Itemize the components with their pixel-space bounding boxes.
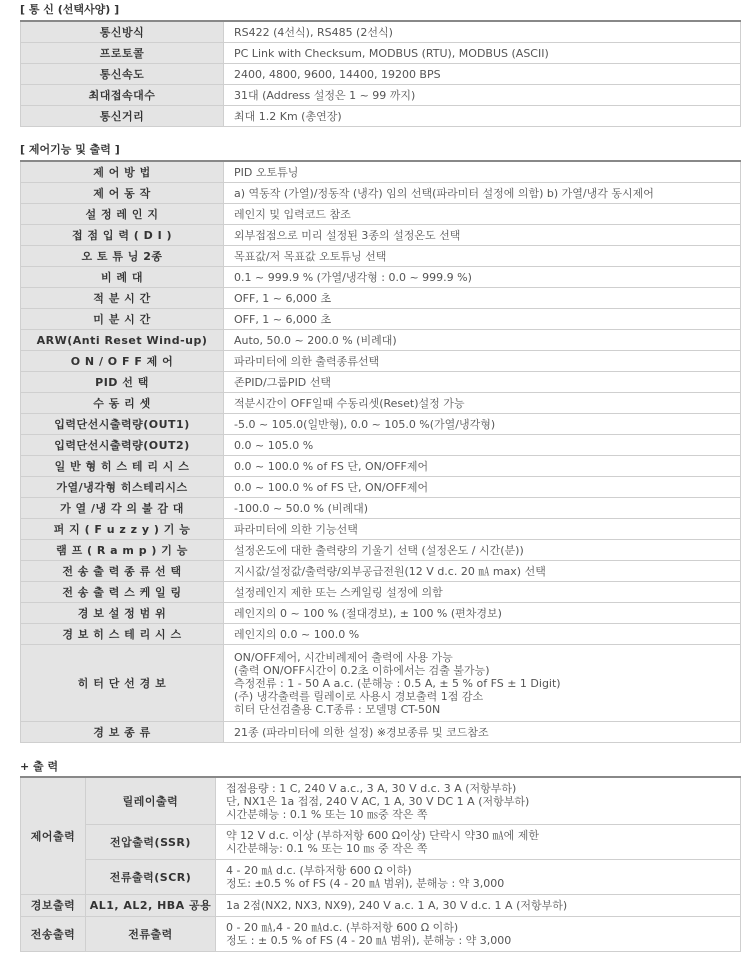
spec-label: 경 보 설 정 범 위 <box>21 603 224 624</box>
table-row <box>21 414 741 435</box>
table-row <box>21 777 741 825</box>
table-row <box>21 106 741 127</box>
spec-label: PID 선 택 <box>21 372 224 393</box>
table-row <box>21 21 741 43</box>
spec-label: 가열/냉각형 히스테리시스 <box>21 477 224 498</box>
spec-value: 파라미터에 의한 출력종류선택 <box>224 351 741 372</box>
spec-value: RS422 (4선식), RS485 (2선식) <box>224 21 741 43</box>
spec-label: 제 어 방 법 <box>21 161 224 183</box>
spec-value: 설정레인지 제한 또는 스케일링 설정에 의함 <box>224 582 741 603</box>
spec-value: OFF, 1 ~ 6,000 초 <box>224 309 741 330</box>
spec-label: 최대접속대수 <box>21 85 224 106</box>
spec-label: 미 분 시 간 <box>21 309 224 330</box>
table-row <box>21 435 741 456</box>
spec-label: 일 반 형 히 스 테 리 시 스 <box>21 456 224 477</box>
spec-label: 비 례 대 <box>21 267 224 288</box>
spec-label: 램 프 ( R a m p ) 기 능 <box>21 540 224 561</box>
table-row <box>21 519 741 540</box>
heater-break-alarm-label: 히 터 단 선 경 보 <box>21 645 224 722</box>
ssr-output-label: 전압출력(SSR) <box>86 825 216 860</box>
table-row <box>21 917 741 952</box>
spec-label: 접 점 입 력 ( D I ) <box>21 225 224 246</box>
alarm-output-value: 1a 2점(NX2, NX3, NX9), 240 V a.c. 1 A, 30 V d.c. 1 A (저항부하) <box>216 895 741 917</box>
alarm-type-label: 경 보 종 류 <box>21 722 224 743</box>
control-spec-table <box>20 160 741 743</box>
spec-label: 입력단선시출력량(OUT2) <box>21 435 224 456</box>
communication-section-title: [ 통 신 (선택사양) ] <box>20 3 120 16</box>
table-row <box>21 825 741 860</box>
table-row <box>21 330 741 351</box>
control-output-group-label: 제어출력 <box>21 777 86 895</box>
scr-output-value: 4 - 20 ㎃ d.c. (부하저항 600 Ω 이하) 정도: ±0.5 % of FS (4 - 20 ㎃ 범위), 분해능 : 약 3,000 <box>216 860 741 895</box>
spec-value: 2400, 4800, 9600, 14400, 19200 BPS <box>224 64 741 85</box>
spec-label: 적 분 시 간 <box>21 288 224 309</box>
table-row <box>21 267 741 288</box>
output-spec-table <box>20 776 741 952</box>
table-row <box>21 895 741 917</box>
spec-value: 레인지 및 입력코드 참조 <box>224 204 741 225</box>
table-row <box>21 722 741 743</box>
control-section-title: [ 제어기능 및 출력 ] <box>20 143 120 156</box>
table-row <box>21 372 741 393</box>
table-row <box>21 309 741 330</box>
spec-label: 퍼 지 ( F u z z y ) 기 능 <box>21 519 224 540</box>
alarm-output-group-label: 경보출력 <box>21 895 86 917</box>
spec-value: 0.0 ~ 105.0 % <box>224 435 741 456</box>
spec-value: 파라미터에 의한 기능선택 <box>224 519 741 540</box>
table-row <box>21 85 741 106</box>
spec-value: 0.0 ~ 100.0 % of FS 단, ON/OFF제어 <box>224 477 741 498</box>
spec-value: 적분시간이 OFF일때 수동리셋(Reset)설정 가능 <box>224 393 741 414</box>
spec-value: -5.0 ~ 105.0(일반형), 0.0 ~ 105.0 %(가열/냉각형) <box>224 414 741 435</box>
output-section-title: + 출 력 <box>20 760 59 773</box>
alarm-type-value: 21종 (파라미터에 의한 설정) ※경보종류 및 코드참조 <box>224 722 741 743</box>
spec-label: 통신거리 <box>21 106 224 127</box>
spec-value: 외부접점으로 미리 설정된 3종의 설정온도 선택 <box>224 225 741 246</box>
table-row <box>21 603 741 624</box>
spec-value: 존PID/그룹PID 선택 <box>224 372 741 393</box>
spec-value: 목표값/저 목표값 오토튜닝 선택 <box>224 246 741 267</box>
heater-break-alarm-value: ON/OFF제어, 시간비례제어 출력에 사용 가능 (출력 ON/OFF시간이 0.2초 이하에서는 검출 불가능) 측정전류 : 1 - 50 A a.c. (분해능 : 0.5 A, ± 5 % of FS ± 1 Digit) (주) 냉각출력를 릴레이로 사용시 경보출력 1점 감소 히터 단선검출용 C.T종류 : 모델명 CT-50N <box>224 645 741 722</box>
spec-label: 입력단선시출력량(OUT1) <box>21 414 224 435</box>
spec-value: 지시값/설정값/출력량/외부공급전원(12 V d.c. 20 ㎃ max) 선택 <box>224 561 741 582</box>
spec-label: 경 보 히 스 테 리 시 스 <box>21 624 224 645</box>
table-row <box>21 645 741 722</box>
spec-value: a) 역동작 (가열)/정동작 (냉각) 임의 선택(파라미터 설정에 의함) b) 가열/냉각 동시제어 <box>224 183 741 204</box>
table-row <box>21 582 741 603</box>
spec-label: 제 어 동 작 <box>21 183 224 204</box>
table-row <box>21 204 741 225</box>
relay-output-label: 릴레이출력 <box>86 777 216 825</box>
table-row <box>21 183 741 204</box>
transmit-output-value: 0 - 20 ㎃,4 - 20 ㎃d.c. (부하저항 600 Ω 이하) 정도 : ± 0.5 % of FS (4 - 20 ㎃ 범위), 분해능 : 약 3,000 <box>216 917 741 952</box>
table-row <box>21 540 741 561</box>
spec-value: 0.0 ~ 100.0 % of FS 단, ON/OFF제어 <box>224 456 741 477</box>
table-row <box>21 161 741 183</box>
spec-label: 오 토 튜 닝 2종 <box>21 246 224 267</box>
spec-label: O N / O F F 제 어 <box>21 351 224 372</box>
table-row <box>21 351 741 372</box>
table-row <box>21 498 741 519</box>
table-row <box>21 43 741 64</box>
relay-output-value: 접점용량 : 1 C, 240 V a.c., 3 A, 30 V d.c. 3 A (저항부하) 단, NX1은 1a 접점, 240 V AC, 1 A, 30 V DC 1 A (저항부하) 시간분해능 : 0.1 % 또는 10 ㎳중 작은 쪽 <box>216 777 741 825</box>
transmit-output-group-label: 전송출력 <box>21 917 86 952</box>
spec-label: 전 송 출 력 종 류 선 택 <box>21 561 224 582</box>
spec-label: 통신속도 <box>21 64 224 85</box>
spec-value: 31대 (Address 설정은 1 ~ 99 까지) <box>224 85 741 106</box>
spec-value: 설정온도에 대한 출력량의 기울기 선택 (설정온도 / 시간(분)) <box>224 540 741 561</box>
table-row <box>21 456 741 477</box>
table-row <box>21 64 741 85</box>
table-row <box>21 624 741 645</box>
table-row <box>21 477 741 498</box>
ssr-output-value: 약 12 V d.c. 이상 (부하저항 600 Ω이상) 단락시 약30 ㎃에 제한 시간분해능: 0.1 % 또는 10 ㎳ 중 작은 쪽 <box>216 825 741 860</box>
spec-label: 설 정 레 인 지 <box>21 204 224 225</box>
spec-label: ARW(Anti Reset Wind-up) <box>21 330 224 351</box>
table-row <box>21 246 741 267</box>
communication-spec-table <box>20 20 741 127</box>
spec-value: -100.0 ~ 50.0 % (비례대) <box>224 498 741 519</box>
spec-value: OFF, 1 ~ 6,000 초 <box>224 288 741 309</box>
spec-label: 전 송 출 력 스 케 일 링 <box>21 582 224 603</box>
spec-value: PC Link with Checksum, MODBUS (RTU), MODBUS (ASCII) <box>224 43 741 64</box>
spec-value: PID 오토튜닝 <box>224 161 741 183</box>
table-row <box>21 288 741 309</box>
spec-value: 레인지의 0.0 ~ 100.0 % <box>224 624 741 645</box>
spec-value: 0.1 ~ 999.9 % (가열/냉각형 : 0.0 ~ 999.9 %) <box>224 267 741 288</box>
spec-label: 통신방식 <box>21 21 224 43</box>
scr-output-label: 전류출력(SCR) <box>86 860 216 895</box>
table-row <box>21 561 741 582</box>
spec-value: 레인지의 0 ~ 100 % (절대경보), ± 100 % (편차경보) <box>224 603 741 624</box>
spec-value: 최대 1.2 Km (총연장) <box>224 106 741 127</box>
spec-value: Auto, 50.0 ~ 200.0 % (비례대) <box>224 330 741 351</box>
table-row <box>21 393 741 414</box>
spec-label: 프로토콜 <box>21 43 224 64</box>
table-row <box>21 860 741 895</box>
spec-label: 가 열 /냉 각 의 불 감 대 <box>21 498 224 519</box>
transmit-current-output-label: 전류출력 <box>86 917 216 952</box>
table-row <box>21 225 741 246</box>
alarm-output-label: AL1, AL2, HBA 공용 <box>86 895 216 917</box>
spec-label: 수 동 리 셋 <box>21 393 224 414</box>
